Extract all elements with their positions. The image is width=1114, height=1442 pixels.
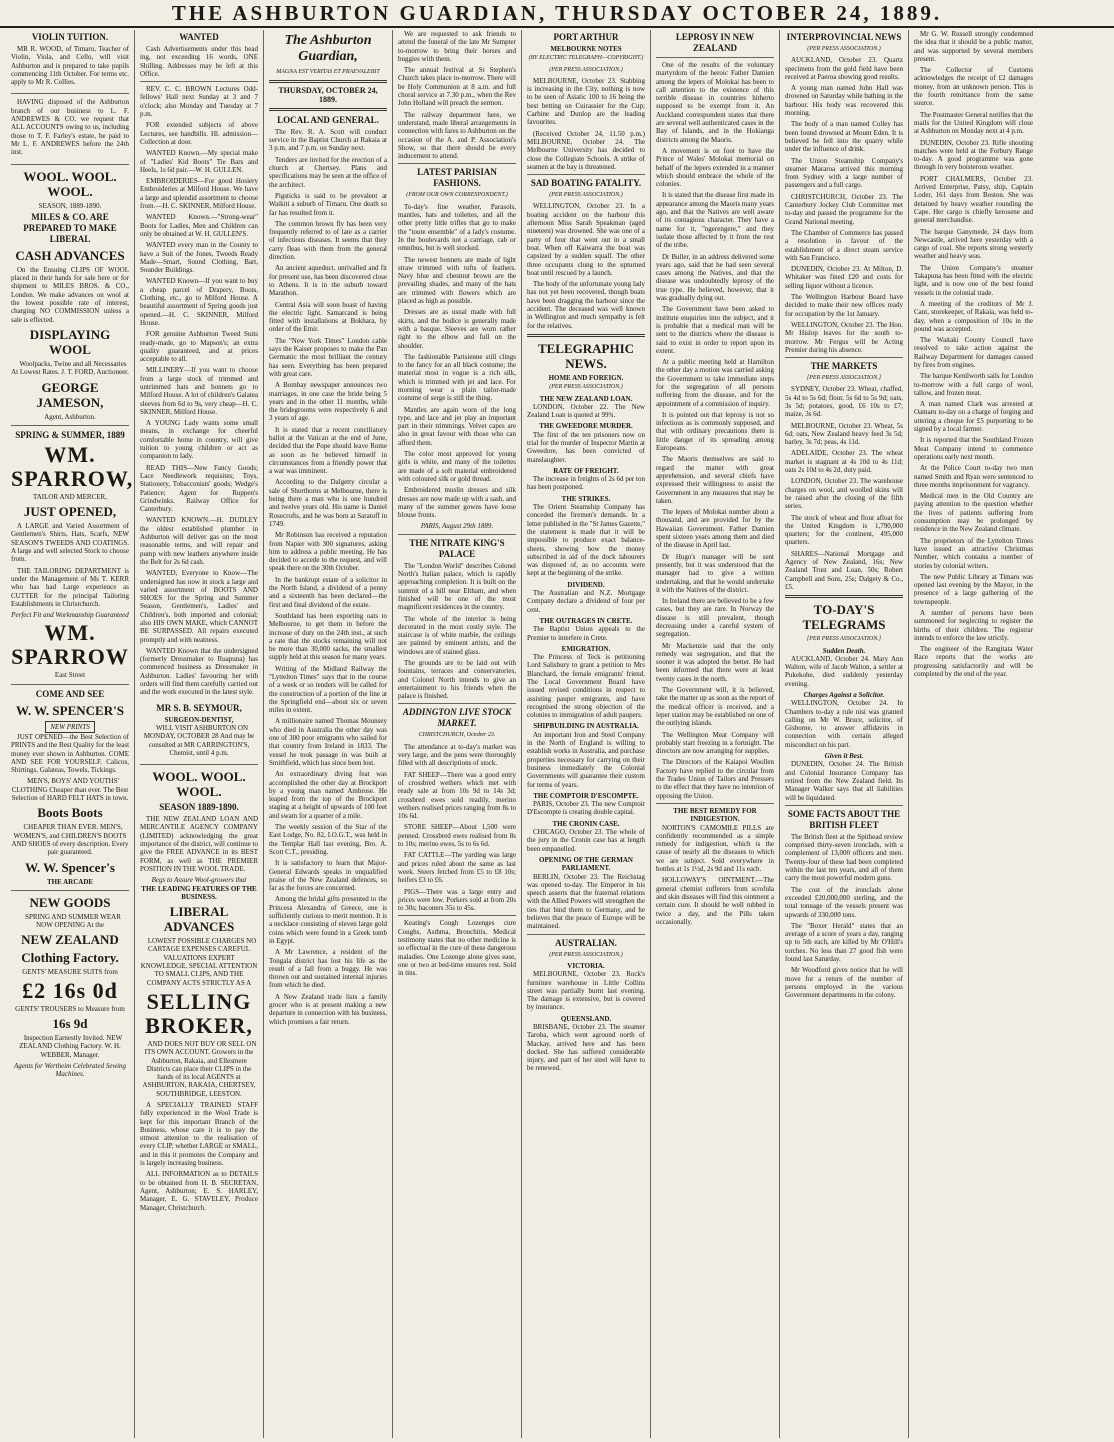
article-paragraph: Dr Buller, in an address delivered some years ago, said that he had seen several cases among the Natives, and that the disease was undoubtedly leprosy of the true type. He believed, however, that it was gradually dying out.	[656, 252, 774, 303]
ad-heading: SPRING & SUMMER, 1889	[15, 429, 125, 440]
news-item: AUCKLAND, October 23. Quartz specimens from the gold field have been received at Paeroa showing good results.	[785, 56, 903, 81]
article-heading: LATEST PARISIAN FASHIONS.	[417, 167, 497, 189]
ad-miles-wool	[11, 169, 129, 426]
wanted-ad: FOR genuine Ashburton Tweed Suits ready-made, go to Mapson's; an extra quality guaranteed, and at prices acceptable to all.	[140, 330, 258, 364]
section-heading: WANTED	[179, 32, 219, 42]
wanted-ad: REV. C. C. BROWN Lectures Odd-fellows' Hall next Sunday at 3 and 7 o'clock; also Monday and Tuesday at 7 p.m.	[140, 85, 258, 119]
column-3	[264, 30, 393, 1438]
article-paragraph: The attendance at to-day's market was very large, and the pens were thoroughly filled with all descriptions of stock.	[398, 742, 516, 768]
ad-heading: COME AND SEE	[35, 688, 105, 699]
article-paragraph: The newest bonnets are made of light straw trimmed with tufts of feathers. Navy blue and chestnut brown are the prevailing shades, and many of the hats are trimmed with flowers which are placed as high as possible.	[398, 255, 516, 306]
ad-text: A SPECIALLY TRAINED STAFF fully experienced in the Wool Trade is kept for this important Branch of the Business, whose care it is to pay the utmost attention to the realisation of every CLIP, whether LARGE or SMALL, and in this it promotes the Company and is largely increasing business.	[140, 1100, 258, 1168]
news-item: The annual festival at St Stephen's Church takes place to-morrow. There will be Holy Communion at 8 a.m. and full choral service at 7.30 p.m., when the Rev John Holland will preach the sermon.	[398, 66, 516, 108]
news-item: The new Public Library at Timaru was opened last evening by the Mayor, in the presence of a large gathering of the townspeople.	[914, 572, 1033, 606]
telegram-text: CHICAGO, October 23. The whole of the jury in the Cronin case has at length been empanelled.	[527, 828, 645, 853]
ad-text: HAVING disposed of the Ashburton branch of our business to L. F. ANDREWES & CO. we request that ALL ACCOUNTS owing to us, including those to T. F. Farley's estate, be paid to Mr L. F. ANDREWES before the 24th inst.	[11, 98, 129, 157]
ad-heading: SEASON 1889-1890.	[159, 802, 239, 813]
ad-text: Agents for Wertheim Celebrated Sewing Machines.	[13, 1061, 127, 1079]
ad-heading: NEW ZEALAND	[21, 932, 119, 948]
news-item: The Chamber of Commerce has passed a resolution in favour of the establishment of a direct steam service with San Francisco.	[785, 228, 903, 262]
section-subheading: HOME AND FOREIGN.	[548, 373, 624, 382]
ad-text: CHEAPER THAN EVER. MEN'S, WOMEN'S, and CHILDREN'S BOOTS AND SHOES of every description. Every pair guaranteed.	[11, 823, 129, 857]
market-report: The stock of wheat and flour afloat for the United Kingdom is 1,790,000 quarters; for the continent, 495,000 quarters.	[785, 513, 903, 547]
article-paragraph: The whole of the interior is being decorated in the most costly style. The staircase is of white marble, the ceilings are painted by eminent artists, and the windows are of stained glass.	[398, 614, 516, 656]
ad-heading: WOOL. WOOL. WOOL.	[152, 769, 246, 800]
wanted-ad: READ THIS—New Fancy Goods; Lace Needlework requisites; Toys, Stationery, Tobacconists' goods; Wedge's Patience; Agent for Ruppen's Grindwinks. Railway Office for Canterbury.	[140, 463, 258, 514]
ad-heading: CASH ADVANCES	[15, 247, 125, 263]
column-6	[651, 30, 780, 1438]
wanted-ad: EMBROIDERIES—For good Hosiery Embroideries at Milford House. We have a large and splendid assortment to choose from.—H. C. SKINNER, Milford House.	[140, 177, 258, 211]
column-1	[6, 30, 135, 1438]
news-item: Mr G. W. Russell strongly condemned the idea that it should be a public matter, and was supported by several members present.	[914, 30, 1033, 63]
news-item: A New Zealand trade lists a family grocer who is at present making a new departure in connection with his business, which promises a fair return.	[269, 992, 387, 1026]
telegram-heading: QUEENSLAND.	[560, 1014, 612, 1023]
column-5	[522, 30, 651, 1438]
article-byline: (PER PRESS ASSOCIATION.)	[549, 192, 623, 199]
ad-heading: MILES & CO. ARE PREPARED TO MAKE LIBERAL	[23, 211, 117, 244]
wanted-ad: A YOUNG Lady wants some small means, in exchange for cheerful comfortable home in country, will give tuition to young children or act as companion to lady.	[140, 419, 258, 461]
section-heading: INTERPROVINCIAL NEWS	[786, 32, 902, 42]
market-report: SYDNEY, October 23. Wheat, chaffed, 5s 4d to 5s 6d; flour, 5s 6d to 5s 9d; oats, 3s 5d; potatoes, good, £6 10s to £7; maize, 3s 6d.	[785, 385, 903, 419]
wanted-ad: WANTED Known.—My special make of "Ladies' Kid Boots" Tie Bars and Heels, 1s 6d pair.—W. H. GULLEN.	[140, 149, 258, 174]
ad-text: SPRING AND SUMMER WEAR NOW OPENING At the	[25, 912, 121, 930]
news-item: It is reported that the Southland Frozen Meat Company intend to commence operations early next month.	[914, 436, 1033, 461]
news-item: The body of a man named Colley has been found drowned at Mount Eden. It is believed he fell into the quarry while under the influence of drink.	[785, 120, 903, 154]
ad-subheading: THE ARCADE	[46, 877, 94, 886]
ad-nzla	[140, 769, 258, 1212]
ad-price: 16s 9d	[52, 1016, 88, 1032]
article-paragraph: The Directors of the Kaiapoi Woollen Factory have replied to the circular from the Trades Union of Tailors and Pressers to the effect that they have no intention of opposing the Union.	[656, 758, 774, 800]
article-paragraph: The "Boxer Herald" states that an average of a score of years a day, ranging up to 5th each, are killed by Mr O'Hill's torches. No less than 27 good fish were found last Saturday.	[785, 921, 903, 964]
news-item: The common brown fly has been very frequently referred to of late as a carrier of infectious diseases. It seems that they carry fleas with them from the general direction.	[269, 219, 387, 262]
article-paragraph: It is stated that the disease first made its appearance among the Maoris many years ago, and that the Natives are well aware of its contagious character. They have a name for it, "ngerengere," and they isolate those affected by it from the rest of the tribe.	[656, 191, 774, 250]
article-paragraph: MELBOURNE, October 23. Stabbing is increasing in the City, nothing is now to be seen of Asiatic 100 to 16 being the best betting on Cuirassier for the Cup; Carbine and Dunlop are the leading favourites.	[527, 76, 645, 127]
advertisement: Keating's Cough Lozenges cure Coughs, Asthma, Bronchitis. Medical testimony states that no other medicine is so effectual in the cure of these dangerous maladies. One Lozenge alone gives ease, one or two at bed-time ensures rest. Sold in tins.	[398, 919, 516, 978]
column-8	[909, 30, 1038, 1438]
article-paragraph: The cost of the ironclads alone exceeded £20,000,000 sterling, and the total tonnage of the vessels present was upwards of 330,000 tons.	[785, 885, 903, 919]
telegram-heading: DIVIDEND.	[567, 580, 605, 589]
news-item: The barque Ganymede, 24 days from Newcastle, arrived here yesterday with a cargo of coal. She reports strong westerly weather and heavy seas.	[914, 227, 1033, 261]
article-paragraph: Dresses are as usual made with full skirts, and the bodice is generally made with a basque. Sleeves are worn rather tight to the elbow and full on the shoulder.	[398, 308, 516, 350]
article-byline: (FROM OUR OWN CORRESPONDENT.)	[406, 192, 508, 199]
article-byline: [PER PRESS ASSOCIATION.]	[806, 375, 882, 382]
article-heading: SOME FACTS ABOUT THE BRITISH FLEET	[787, 808, 901, 830]
ad-text: Agent, Ashburton.	[44, 412, 96, 421]
editorial-title: The Ashburton Guardian,	[284, 33, 372, 64]
news-item: Southland has been exporting oats to Melbourne, to get them in before the increase of duty on the 24th inst., at such a rate that the stocks remaining will not be more than 30,000 sacks, the smallest supply held at this season for many years.	[269, 611, 387, 662]
article-paragraph: At a public meeting held at Hamilton the other day a motion was carried asking the Government to take immediate steps for the segregation of all persons suffering from the disease, and for the appointment of a commission of inquiry.	[656, 358, 774, 408]
ad-subheading: TAILOR AND MERCER,	[33, 492, 107, 501]
wanted-ad: WANTED Known that the undersigned (formerly Dressmaker to Ruapuna) has commenced business as Dressmaker in Ashburton. Ladies' favouring her with orders will find them carefully carried out and the work executed in the latest style.	[140, 646, 258, 697]
news-item: The proprietors of the Lyttelton Times have issued an attractive Christmas Number, which contains a number of stories by colonial writers.	[914, 536, 1033, 570]
advertisement-heading: THE BEST REMEDY FOR INDIGESTION.	[673, 806, 757, 824]
article-byline: (PER PRESS ASSOCIATION.)	[549, 384, 623, 391]
telegram-text: PARIS, October 23. The new Comptoir D'Escompte is creating double capital.	[527, 800, 645, 817]
article-paragraph: The color most approved for young girls is white, and many of the toilettes are made of a soft material embroidered with coloured silk or gold thread.	[398, 450, 516, 483]
article-paragraph: The "London World" describes Colonel North's Italian palace, which is rapidly approaching completion. It is built on the summit of a hill near Eltham, and when finished will be one of the most magnificent residences in the country.	[398, 561, 516, 612]
ad-address: East Street	[54, 671, 86, 680]
article-paragraph: The lepers of Molokai number about a thousand, and are provided for by the Hawaiian Government. Father Damien spent sixteen years among them and died of the disease in April last.	[656, 508, 774, 550]
ad-heading: NEW GOODS	[29, 894, 111, 910]
news-item: The Collector of Customs acknowledges the receipt of £2 damages money, from an unknown person. This is the fourth remittance from the same source.	[914, 66, 1033, 108]
section-heading: LOCAL AND GENERAL.	[277, 114, 379, 125]
news-item: A meeting of the creditors of Mr J. Cant, storekeeper, of Rakaia, was held to-day, when a composition of 10s in the pound was accepted.	[914, 299, 1033, 333]
ad-text: On the Ensuing CLIPS OF WOOL placed in their hands for sale here or for shipment to MILES BROS. & CO., London. We make advances on wool at the lowest possible rate of interest, charging NO COMMISSION unless a sale is effected.	[11, 265, 129, 324]
telegram-text: The Orient Steamship Company has conceded the firemen's demands. In a letter published in the "St James Gazette," the statement is made that it will be impossible to produce exact balance-sheets, showing how the money subscribed in aid of the dock labourers was disposed of, as no accounts were kept at the beginning of the strike.	[527, 503, 645, 578]
market-report: ADELAIDE, October 23. The wheat market is stagnant at 4s 10d to 4s 11d; oats 2s 10d to 4s 2d, duty paid.	[785, 449, 903, 475]
ad-dentist	[140, 703, 258, 765]
ad-tagline: Perfect Fit and Workmanship Guaranteed	[11, 611, 129, 620]
wanted-ad: FOR extended subjects of above Lectures, see handbills. Hl. admission—Collection at door.	[140, 121, 258, 146]
ad-text: THE NEW ZEALAND LOAN AND MERCANTILE AGENCY COMPANY (LIMITED) acknowledging the great importance of the district, will continue to give the FREE ADVANCE in its BEST FORM, as well as THE PREMIER POSITION IN THE WOOL TRADE.	[140, 815, 258, 873]
telegram-text: The Australian and N.Z. Mortgage Company declare a dividend of four per cent.	[527, 589, 645, 614]
article-paragraph: (Received October 24, 11.50 p.m.) MELBOURNE, October 24. The Melbourne University has decided to close the Collegiate Schools. A strike of seamen at the bay is threatened.	[527, 129, 645, 171]
telegram-text: AUCKLAND, October 24. Mary Ann Walton, wife of Jacob Walton, a settler at Pukekohe, died suddenly yesterday evening.	[785, 654, 903, 688]
editorial-date: THURSDAY, OCTOBER 24, 1889.	[278, 86, 378, 104]
news-item: The Union Company's steamer Takapuna has been fitted with the electric light, and is now one of the best found vessels in the colonial trade.	[914, 263, 1033, 297]
ad-heading: JUST OPENED,	[23, 504, 117, 520]
news-item: A man named Clark was arrested at Oamaru to-day on a charge of forging and uttering a cheque for £5 purporting to be signed by a local farmer.	[914, 400, 1033, 434]
telegram-heading: Sudden Death.	[822, 646, 866, 655]
article-heading: ADDINGTON LIVE STOCK MARKET.	[402, 707, 512, 729]
article-paragraph: The Maoris themselves are said to regard the matter with great apprehension, and several chiefs have expressed their willingness to assist the Government in any measures that may be taken.	[656, 455, 774, 505]
ad-subheading: SURGEON-DENTIST,	[164, 715, 234, 724]
news-item: Among the bridal gifts presented to the Princess Alexandra of Greece, one is sufficiently curious to merit mention. It is a necklace consisting of eleven large gold coins which were found in a Greek tomb in Egypt.	[269, 895, 387, 945]
article-paragraph: Mantles are again worn of the long type, and lace and jet play an important part in their trimmings. Velvet capes are also in great favour with those who can afford them.	[398, 405, 516, 447]
telegram-heading: VICTORIA.	[567, 961, 605, 970]
news-item: The Union Steamship Company's steamer Mararoa arrived this morning from Sydney with a large number of passengers and a full cargo.	[785, 156, 903, 190]
news-item: CHRISTCHURCH, October 23. The Canterbury Jockey Club Committee met to-day and passed the programme for the Grand National meeting.	[785, 192, 903, 226]
wanted-ad: Cash Advertisements under this head ing, not exceeding 16 words, ONE Shilling. Addresses may be left at this Office.	[140, 45, 258, 78]
news-item: A Bombay newspaper announces two marriages, in one case the bride being 5 years and in the other 11 months, while the bridegrooms were respectively 6 and 3 years of age.	[269, 381, 387, 423]
article-paragraph: Mr Woodford gives notice that he will move for a return of the number of persons employed in the various Government departments in the colony.	[785, 966, 903, 1000]
ad-text: MR R. WOOD, of Timaru, Teacher of Violin, Viola, and Cello, will visit Ashburton and is prepared to take pupils commencing 11th October. For terms etc. apply to Mr R. Collies.	[11, 45, 129, 87]
news-item: An ancient aqueduct, unrivalled and fit for present use, has been discovered close to Athens. It is in the suburb toward Marathon.	[269, 264, 387, 298]
column-4	[393, 30, 522, 1438]
news-item: The railway department here, we understand, made liberal arrangements in connection with fares to Ashburton on the occasion of the A. and P. Association's Show, so that there should be every inducement to attend.	[398, 110, 516, 161]
local-news	[269, 128, 387, 1026]
column-2	[135, 30, 264, 1438]
news-item: It is stated that a recent conciliatory ballot at the Vatican at the end of June, decided that the Pope should leave Rome as soon as he believed himself in circumstances from a friendly power that a war was imminent.	[269, 425, 387, 476]
telegram-text: BERLIN, October 23. The Reichstag was opened to-day. The Emperor in his speech asserts that the fraternal relations with the Allied Powers will strengthen the ties that bind them to Germany, and he believes that the peace of Europe will be maintained.	[527, 872, 645, 931]
ad-text: Inspection Earnestly Invited. NEW ZEALAND Clothing Factory. W. H. WEBBER, Manager.	[19, 1034, 123, 1059]
news-item: The "New York Times" London cable says the Kaiser proposes to make the Pan Germanic the most brilliant the century has seen. Everything has been prepared with great care.	[269, 336, 387, 378]
ad-price: £2 16s 0d	[22, 977, 118, 1003]
ad-heading: VIOLIN TUITION.	[31, 32, 109, 42]
ad-heading: Boots Boots	[37, 805, 103, 821]
telegram-heading: EMIGRATION.	[561, 644, 611, 653]
ad-sparrow	[11, 429, 134, 685]
ad-text: Begs to Assure Wool-growers that	[151, 876, 247, 885]
news-item: According to the Dalgetty circular a sale of Shorthorns at Melbourne, there is being there a man who is one hundred and twelve years old. His name is Daniel Rosecrofts, and he was born at Saratoff in 1749.	[269, 478, 387, 528]
market-report: LONDON, October 23. The warehouse charges on wool, and woolled skins will be raised after the closing of the fifth series.	[785, 477, 903, 511]
news-item: DUNEDIN, October 23. Rifle shooting matches were held at the Forbury Range to-day. A good programme was gone through in very boisterous weather.	[914, 138, 1033, 172]
ad-heading: W. W. Spencer's	[25, 859, 115, 875]
telegram-heading: THE COMPTOIR D'ESCOMPTE.	[533, 791, 639, 800]
wanted-ad: WANTED Known—If you want to buy a cheap parcel of Drapery, Boots, Clothing, etc., go to Milford House. A beautiful assortment of Spring goods just opened.—H. C. SKINNER, Milford House.	[140, 277, 258, 327]
telegram-heading: Charges Against a Solicitor.	[803, 691, 885, 699]
ad-text: WILL VISIT ASHBURTON ON MONDAY, OCTOBER 28 And may be consulted at MR CARRINGTON'S, Chemist, until 4 p.m.	[143, 723, 255, 757]
telegram-heading: THE STRIKES.	[561, 494, 611, 503]
news-item: The Waitaki County Council have resolved to take action against the Railway Department for damages caused by fires from engines.	[914, 336, 1033, 369]
news-item: Mr Robinson has received a reputation from Napier with 300 signatures, asking him to address a public meeting. He has decided to accede to the request, and will speak there on the 30th October.	[269, 531, 387, 573]
telegram-text: The Baptist Union appeals to the Premier to interfere in Crete.	[527, 625, 645, 642]
article-paragraph: WELLINGTON, October 23. In a boating accident on the harbour this afternoon Miss Sarah Speakman (aged nineteen) was drowned. She was one of a party of four that went out in a small boat. When off Kaiwarra the boat was capsized by a sudden squall. The other three occupants clung to the upturned boat until rescued by a launch.	[527, 202, 645, 277]
ad-subheading: THE LEADING FEATURES OF THE BUSINESS.	[141, 884, 257, 901]
article-paragraph: The body of the unfortunate young lady has not yet been recovered, though boats have been dragging the harbour since the accident. The deceased was well known in Wellington and much sympathy is felt for the relatives.	[527, 280, 645, 330]
article-paragraph: Dr Hugo's manager will be sent presently, but it was understood that the manager had to give a written undertaking, and that he would undertake it with the Natives of the district.	[656, 552, 774, 594]
telegram-text: The Princess of Teck is petitioning Lord Salisbury to grant a petition to Mrs Blanchard, the female emigrants' friend. The Local Government Board have issued revised conditions in respect to assisting pauper emigrants, and have recognised the strong objection of the colonies to immigration of adult paupers.	[527, 653, 645, 720]
news-item: At the Police Court to-day two men named Smith and Ryan were sentenced to three months imprisonment for vagrancy.	[914, 464, 1033, 489]
article-byline: (BY ELECTRIC TELEGRAPH—COPYRIGHT.)	[528, 55, 644, 62]
news-item: DUNEDIN, October 23. At Milton, D. Whitaker was fined £20 and costs for selling liquor without a licence.	[785, 265, 903, 290]
ad-heading: MR S. B. SEYMOUR,	[156, 702, 242, 713]
telegram-text: The first of the ten prisoners now on trial for the murder of Inspector Martin at Gweedore, has been convicted of manslaughter.	[527, 430, 645, 464]
ad-text: GENTS' TROUSERS to Measure from	[15, 1004, 125, 1013]
ad-text: MEN'S, BOYS' AND YOUTHS' CLOTHING Cheaper than ever. The Best Selection of HARD FELT HATS in town.	[11, 777, 129, 803]
section-heading: AUSTRALIAN.	[555, 937, 617, 948]
ad-heading: WM. SPARROW	[11, 620, 129, 670]
article-paragraph: The Wellington Meat Company will probably start freezing in a fortnight. The directors are now arranging for supplies.	[656, 730, 774, 756]
news-item: We are requested to ask friends to attend the funeral of the late Mr Sumpter to-morrow to bring their horses and buggies with them.	[398, 30, 516, 63]
telegram-text: LONDON, October 22. The New Zealand Loan is quoted at 99¾.	[527, 402, 645, 420]
telegram-heading: THE OUTRAGES IN CRETE.	[539, 616, 633, 625]
editorial-motto: MAGNA EST VERITAS ET PRAEVALEBIT	[276, 69, 380, 75]
telegram-text: BRISBANE, October 23. The steamer Taroba, which went aground north of Mackay, arrived here and has been docked. She has suffered considerable injury, and part of her steel will have to be renewed.	[527, 1022, 645, 1073]
news-item: A number of persons have been summoned for neglecting to register the births of their children. The registrar intends to enforce the law strictly.	[914, 609, 1033, 642]
telegram-text: MELBOURNE, October 23. Rock's furniture warehouse in Little Collins street was partially burnt last evening. The damage is extensive, but is covered by insurance.	[527, 970, 645, 1012]
article-subheading: MELBOURNE NOTES	[550, 45, 622, 53]
article-dateline: PARIS, August 29th 1889.	[420, 522, 494, 531]
article-paragraph: A movement is on foot to have the Prince of Wales' Molokai memorial on behalf of the lepers extended in a manner which should embrace the whole of the colonies.	[656, 146, 774, 189]
telegram-text: DUNEDIN, October 24. The British and Colonial Insurance Company has retired from the New Zealand field. Its Manager Walker says that all liabilities will be liquidated.	[785, 760, 903, 802]
news-item: The Rev. R. A. Scott will conduct service in the Baptist Church at Rakaia at 3 p.m. and 7 p.m. on Sunday next.	[269, 127, 387, 153]
ad-heading: W. W. SPENCER'S	[16, 702, 124, 718]
news-item: Writing of the Midland Railway the "Lyttelton Times" says that in the course of a week or so tenders will be called for the construction of a portion of the line at the Springfield end—about six or seven miles in extent.	[269, 664, 387, 715]
article-byline: (PER PRESS ASSOCIATION.)	[549, 66, 623, 73]
article-paragraph: The grounds are to be laid out with fountains, terraces and conservatories, and Colonel North intends to give an entertainment to his friends when the palace is finished.	[398, 659, 516, 701]
article-byline: (PER PRESS ASSOCIATION.)	[807, 46, 881, 52]
news-item: Central Asia will soon boast of having the electric light. Samarcand is being fitted with installations at Bokhara, by order of the Emir.	[269, 300, 387, 334]
news-item: Tenders are invited for the erection of a church at Chertsey. Plans and specifications may be seen at the office of the architect.	[269, 155, 387, 189]
wanted-ad: MILLINERY—If you want to choose from a large stock of trimmed and untrimmed hats and bonnets go to Milford House. A lot of children's Galatea sleeves from 6d to 9s, very cheap—H. C. SKINNER, Milford House.	[140, 366, 258, 416]
ad-heading: Clothing Factory.	[21, 950, 119, 966]
wanted-ad: WANTED KNOWN.—H. DUDLEY the oldest established plumber in Ashburton will deliver gas on the most reasonable terms, and will repair and pump with new leathers anywhere inside the Belt for 2s 6d cash.	[140, 516, 258, 566]
article-paragraph: Embroidered muslin dresses and silk dresses are now made up with a sash, and many of the summer gowns have loose blouse fronts.	[398, 486, 516, 520]
market-report: MELBOURNE, October 23. Wheat, 5s 6d; oats, New Zealand heavy feed 3s 5d; barley, 3s 7d; peas, 4s 11d.	[785, 421, 903, 447]
wanted-ad: WANTED every man in the County to have a Suit of the Jones, Tweeds Ready Made—Smart, Sound Clothing, Bart, Sounder Buildings.	[140, 241, 258, 275]
ad-subheading: SEASON, 1889-1890.	[38, 201, 102, 210]
article-paragraph: FAT SHEEP—There was a good entry of crossbred wethers which met with ready sale at from 10s 9d to 14s 3d; crossbred ewes sold readily, merino wethers realised prices ranging from 8s to 10s 6d.	[398, 770, 516, 821]
column-7	[780, 30, 909, 1438]
ad-bank-notice	[11, 98, 129, 164]
telegram-heading: THE NEW ZEALAND LOAN.	[539, 394, 633, 403]
telegram-heading: RATE OF FREIGHT.	[553, 466, 619, 475]
news-item: A Mr Lawrence, a resident of the Tongala district has lost his life as the result of a fall from a buggy. He was thrown out and sustained internal injuries from which he died.	[269, 948, 387, 990]
ad-text: JUST OPENED—the Best Selection of PRINTS and the Best Quality for the least money ever shown in Ashburton. COME AND SEE FOR YOURSELF. Calicos, Shirtings, Galateas, Towels, Tickings.	[11, 732, 130, 775]
news-item: Medical men in the Old Country are paying attention to the question whether the lives of patients suffering from consumption may be prolonged by residence in the New Zealand climate.	[914, 492, 1033, 534]
article-paragraph: Mr Mackenzie said that the only remedy was segregation, and that the sooner it was adopted the better. He had been informed that there were at least twenty cases in the north.	[656, 641, 774, 683]
article-paragraph: In Ireland there are believed to be a few cases, but they are rare. In Norway the disease is still prevalent, though decreasing under a careful system of segregation.	[656, 597, 774, 639]
section-heading: TO-DAY'S TELEGRAMS	[802, 602, 886, 633]
ad-boxed-label: NEW PRINTS	[45, 721, 94, 733]
article-heading: THE NITRATE KING'S PALACE	[409, 537, 505, 559]
wanted-section	[140, 32, 258, 697]
ad-text: Woolpacks, Twine and all Necessaries At Lowest Rates. J. T. FORD, Auctioneer.	[11, 359, 129, 377]
telegram-text: The increase in freights of 2s 6d per ton has been postponed.	[527, 475, 645, 492]
ad-text: AND DOES NOT BUY OR SELL ON ITS OWN ACCOUNT. Growers in the Ashburton, Rakaia, and Ellesmere Districts can place their CLIPS in the hands of its local AGENTS at ASHBURTON, RAKAIA, CHERTSEY, SOUTHBRIDGE, LEESTON.	[142, 1039, 257, 1098]
article-paragraph: STORE SHEEP—About 1,500 were penned. Crossbred ewes realised from 8s to 10s; merino ewes, 5s to 6s 6d.	[398, 823, 516, 849]
ad-heading: SELLING BROKER,	[145, 988, 253, 1038]
newspaper-title: THE ASHBURTON GUARDIAN, THURSDAY OCTOBER 24, 1889.	[171, 1, 943, 25]
article-paragraph: The fashionable Parisienne still clings to the fancy for an all black costume; the material most in vogue is a rich silk, which is trimmed with jet and lace. For morning wear a plain tailor-made costume of serge is still the thing.	[398, 352, 516, 403]
section-heading: TELEGRAPHIC NEWS.	[537, 340, 635, 371]
news-item: An extraordinary diving feat was accomplished the other day at Brockport by a young man named Ambrose. He leaped from the top of the Brockport staging at a height of upwards of 100 feet and swam for a quarter of a mile.	[269, 770, 387, 820]
article-paragraph: The Government have been asked to institute enquiries into the subject, and it is probable that a medical man will be sent to the districts where the disease is said to exist in order to report upon its extent.	[656, 305, 774, 355]
article-paragraph: It is pointed out that leprosy is not so infectious as is commonly supposed, and that with ordinary precautions there is little danger of its spreading among Europeans.	[656, 410, 774, 453]
ad-heading: WM. SPARROW,	[11, 441, 134, 491]
telegram-text: An important Iron and Steel Company in the North of England is willing to establish works in Australia, and purchase properties necessary for carrying on their business immediately the Colonial Governments will guarantee their custom for terms of years.	[527, 730, 645, 789]
wanted-ad: WANTED Known.—"Strong-wear" Boots for Ladies, Men and Children can only be obtained at W. H. GULLEN'S.	[140, 213, 258, 238]
page-columns	[6, 30, 1108, 1438]
ad-text: LOWEST POSSIBLE CHARGES NO CARTAGE EXPENSES CAREFUL VALUATIONS EXPERT KNOWLEDGE, SPECIAL ATTENTION TO SMALL CLIPS, AND THE COMPANY ACTS STRICTLY AS A	[140, 937, 258, 987]
telegram-heading: OPENING OF THE GERMAN PARLIAMENT.	[539, 855, 633, 873]
news-item: It is satisfactory to learn that Major-General Edwards speaks in unqualified praise of the New Zealand defences, so far as the forces are concerned.	[269, 859, 387, 893]
telegram-heading: SHIPBUILDING IN AUSTRALIA.	[533, 722, 639, 731]
article-paragraph: The British fleet at the Spithead review comprised thirty-seven ironclads, with a complement of 13,000 officers and men. Twenty-four of these had been completed within the last ten years, and all of them carry the most powerful modern guns.	[785, 832, 903, 883]
ad-text: ALL INFORMATION as to DETAILS to be obtained from H. B. SECRETAN, Agent, Ashburton; E. S. HARLEY, Manager, E. G. STAVELEY, Produce Manager, Christchurch.	[140, 1170, 258, 1212]
ad-text: THE TAILORING DEPARTMENT is under the Management of Ms T. KERR who has had Large experience as CUTTER for the principal Tailoring Establishments in Christchurch.	[11, 566, 129, 608]
article-byline: CHRISTCHURCH, October 23.	[418, 732, 496, 739]
masthead	[0, 0, 1114, 28]
news-item: Pigsticks is said to be prevalent at Waikiti a suburb of Timaru. One death so far has resulted from it.	[269, 191, 387, 217]
news-item: The engineer of the Rangitata Water Race reports that the works are progressing satisfactorily and will be completed by the end of the year.	[914, 645, 1033, 679]
article-paragraph: One of the results of the voluntary martyrdom of the heroic Father Damien among the lepers of Molokai has been to call attention to the existence of this terrible disease in countries hitherto supposed to be exempt from it. An Auckland correspondent states that there are several well authenticated cases in the Bay of Islands, and in the Hokianga districts among the Maoris.	[656, 61, 774, 144]
telegram-text: WELLINGTON, October 24. In Chambers to-day a rule nisi was granted calling on Mr W. Bruce, solicitor, of Gisborne, to answer affidavits in connection with certain alleged misconduct on his part.	[785, 699, 903, 749]
telegram-heading: THE CRONIN CASE.	[552, 819, 620, 828]
ad-text: A LARGE and Varied Assortment of Gentlemen's Shirts, Hats, Scarfs, NEW SEASON'S TWEEDS AND COATINGS. A large and well selected Stock to choose from.	[11, 522, 129, 564]
news-item: The Postmaster General notifies that the mails for the United Kingdom will close at Ashburton on Monday next at 4 p.m.	[914, 110, 1033, 136]
article-paragraph: PIGS—There was a large entry and prices were low. Porkers sold at from 20s to 30s; baconers 35s to 45s.	[398, 887, 516, 913]
ad-heading: GEORGE JAMESON,	[36, 379, 104, 410]
article-heading: SAD BOATING FATALITY.	[530, 178, 642, 189]
news-item: In the bankrupt estate of a solicitor in the North Island, a dividend of a penny and a sixteenth has been declared—the first and final dividend of the estate.	[269, 575, 387, 609]
article-heading: LEPROSY IN NEW ZEALAND	[675, 32, 755, 53]
news-item: PORT CHALMERS, October 23. Arrived Enterprise, Patsy, ship, Captain Loder, 161 days from Boston. She was detained by heavy weather rounding the Cape. Her cargo is chiefly kerosene and general merchandise.	[914, 174, 1033, 225]
ad-clothing-factory	[11, 895, 129, 1079]
ad-heading: LIBERAL ADVANCES	[163, 904, 235, 935]
telegram-heading: Given it Best.	[824, 752, 864, 761]
article-paragraph: The Government will, it is believed, take the matter up as soon as the report of the medical officer is received, and a leper station may be established on one of the outlying islands.	[656, 686, 774, 728]
news-item: WELLINGTON, October 23. The Hon. Mr Hislop leaves for the south to-morrow. Mr Fergus will be Acting Premier during his absence.	[785, 320, 903, 354]
article-byline: (PER PRESS ASSOCIATION.)	[549, 951, 623, 958]
ad-violin-tuition	[11, 32, 129, 94]
advertisement: HOLLOWAY'S OINTMENT.—The general chemist sufferers from scrofula and skin diseases will find this ointment a certain cure. It should be well rubbed in twice a day, and the Pills taken occasionally.	[656, 876, 774, 926]
ad-spencer	[11, 689, 129, 891]
section-heading: THE MARKETS	[810, 361, 878, 372]
ad-text: GENTS' MEASURE SUITS from	[22, 968, 118, 977]
news-item: The weekly session of the Star of the East Lodge, No. 82, I.O.G.T., was held in the Templar Hall last evening, Bro. A. Scott C.T., presiding.	[269, 823, 387, 856]
ad-heading: WOOL. WOOL. WOOL.	[23, 168, 117, 199]
wanted-ad: WANTED, Everyone to Know—The undersigned has now in stock a large and varied assortment of BOOTS AND SHOES for the Spring and Summer Season, Gentlemen's, Ladies' and Children's, both imported and colonial; also HIS OWN MAKE, which CANNOT BE SURPASSED. All repairs executed promptly and with neatness.	[140, 569, 258, 644]
ad-heading: DISPLAYING WOOL	[29, 326, 111, 357]
telegram-heading: THE GWEEDORE MURDER.	[539, 422, 633, 431]
news-item: A millionaire named Thomas Mounsey who died in Australia the other day was one of 300 poor emigrants who sailed for that country from Ireland in 1833. The vessel he took passage in was built at Smithfield, which has since been lost.	[269, 717, 387, 767]
article-heading: PORT ARTHUR	[553, 32, 619, 42]
article-paragraph: To-day's fine weather, Parasols, mantles, hats and toilettes, and all the other pretty little trifles that go to make the "toute ensemble" of a lady's costume. In the boulevards not a carriage, cab or omnibus, but is well stocked.	[398, 202, 516, 253]
advertisement: NORTON'S CAMOMILE PILLS are confidently recommended as a simple remedy for indigestion, which is the cause of nearly all the diseases to which we are subject. Sold everywhere in bottles at 1s 1½d, 2s 9d and 11s each.	[656, 823, 774, 874]
news-item: The Wellington Harbour Board have decided to make their new offices ready for occupation by the 1st January.	[785, 293, 903, 318]
news-item: A young man named John Hall was drowned on Saturday while bathing in the harbour. His body was recovered this morning.	[785, 84, 903, 118]
article-paragraph: FAT CATTLE—The yarding was large and prices ruled about the same as last week. Steers fetched from £5 to £8 10s; heifers £3 to £6.	[398, 851, 516, 885]
article-byline: [PER PRESS ASSOCIATION.]	[806, 636, 882, 643]
news-item: The barque Kenilworth sails for London to-morrow with a full cargo of wool, tallow, and frozen meat.	[914, 372, 1033, 397]
market-report: SHARES—National Mortgage and Agency of New Zealand, 16s; New Zealand Trust and Loan, 50s; Robert Campbell and Sons, 25s; Dalgety & Co., £5.	[785, 549, 903, 591]
